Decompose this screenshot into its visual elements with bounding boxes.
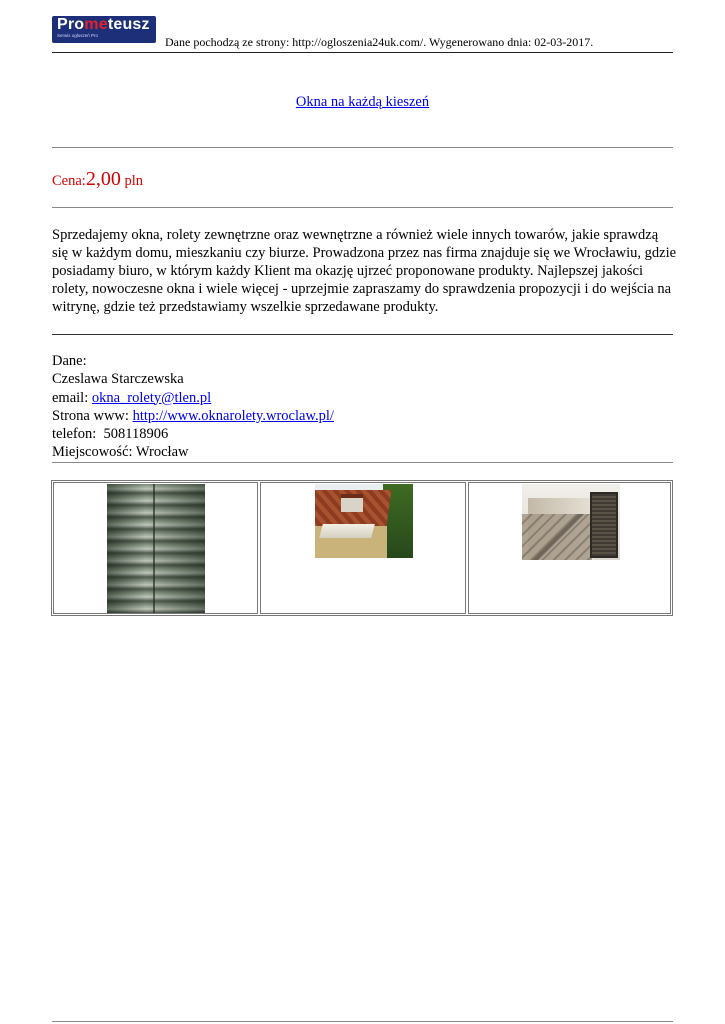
contact-name: Czeslawa Starczewska: [52, 371, 184, 388]
footer-divider: [52, 1021, 673, 1022]
contact-divider: [52, 462, 673, 463]
email-label: email:: [52, 389, 89, 406]
logo-wordmark: Prometeusz: [57, 16, 150, 33]
contact-city-row: [52, 443, 334, 461]
price-divider: [52, 207, 673, 208]
contact-email-row: [52, 389, 334, 407]
header-divider: [52, 52, 673, 53]
price-value: 2,00: [85, 168, 121, 190]
contact-phone-row: [52, 425, 334, 443]
price-label: Cena:: [52, 173, 86, 189]
phone-value: 508118906: [103, 426, 169, 443]
listing-title-link[interactable]: Okna na każdą kieszeń: [295, 94, 430, 110]
contact-block: [52, 352, 334, 462]
city-label: Miejscowość:: [52, 444, 133, 461]
price-currency: pln: [124, 173, 143, 189]
description-divider: [52, 334, 673, 335]
gallery-cell: [468, 482, 671, 614]
logo-tagline: Serwis ogłoszeń Pro: [57, 33, 99, 38]
source-note: Dane pochodzą ze strony: http://ogloszenia24uk.com/. Wygenerowano dnia: 02-03-2017.: [165, 35, 594, 49]
prometeusz-logo: [52, 16, 156, 43]
website-link[interactable]: http://www.oknarolety.wroclaw.pl/: [132, 407, 334, 424]
email-link[interactable]: okna_rolety@tlen.pl: [91, 389, 212, 406]
gallery-cell: [53, 482, 258, 614]
listing-description: Sprzedajemy okna, rolety zewnętrzne oraz wewnętrzne a również wiele innych towarów, jakie sprawdzą się w każdym domu, mieszkaniu czy biurze. Prowadzona przez nas firma znajduje się we Wrocławiu, gdzie posiadamy biuro, w którym każdy Klient ma okazję ujrzeć proponowane produkty. Najlepszej jakości rolety, nowoczesne okna i wiele więcej - uprzejmie zapraszamy do sprawdzenia propozycji i do wejścia na witrynę, gdzie też przedstawiamy wszelkie sprzedawane produkty.: [52, 227, 677, 315]
window-blinds-photo: [107, 484, 205, 613]
exterior-roller-shutters-photo: [522, 484, 620, 560]
phone-label: telefon:: [52, 426, 97, 443]
www-label: Strona www:: [52, 407, 129, 424]
price-line: [52, 168, 143, 191]
gallery-cell: [260, 482, 466, 614]
city-value: Wrocław: [135, 444, 189, 461]
house-roof-awning-photo: [315, 484, 413, 558]
contact-heading: Dane:: [52, 353, 87, 369]
title-divider: [52, 147, 673, 148]
contact-www-row: [52, 407, 334, 425]
image-gallery-table: [51, 480, 673, 616]
